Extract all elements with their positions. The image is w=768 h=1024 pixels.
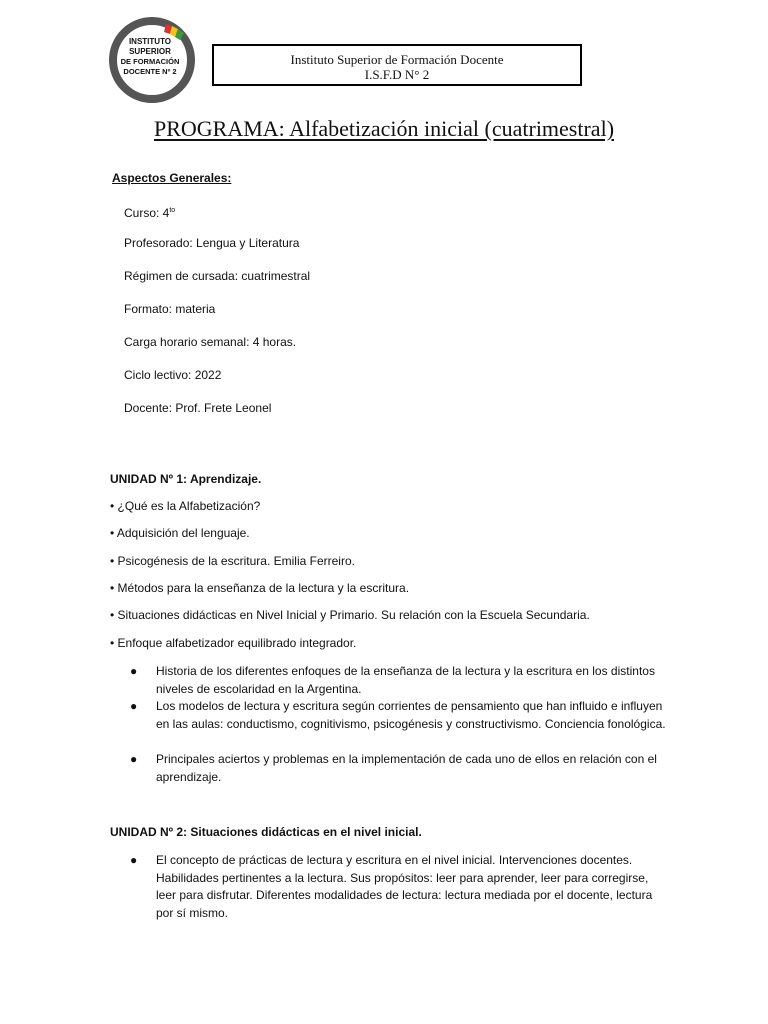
unit1-item: • ¿Qué es la Alfabetización? bbox=[110, 499, 261, 513]
carga-line: Carga horario semanal: 4 horas. bbox=[124, 335, 297, 349]
profesorado-line: Profesorado: Lengua y Literatura bbox=[124, 236, 300, 250]
curso-line bbox=[124, 202, 175, 222]
unit2-heading: UNIDAD Nº 2: Situaciones didácticas en el nivel inicial. bbox=[110, 825, 422, 839]
curso-sup: to bbox=[169, 207, 176, 214]
ciclo-line: Ciclo lectivo: 2022 bbox=[124, 368, 222, 382]
formato-line: Formato: materia bbox=[124, 302, 216, 316]
docente-line: Docente: Prof. Frete Leonel bbox=[124, 401, 272, 415]
regimen-line: Régimen de cursada: cuatrimestral bbox=[124, 269, 311, 283]
unit1-item: • Psicogénesis de la escritura. Emilia Ferreiro. bbox=[110, 554, 355, 568]
unit1-item: • Adquisición del lenguaje. bbox=[110, 526, 250, 540]
page-title: PROGRAMA: Alfabetización inicial (cuatrimestral) bbox=[153, 116, 615, 141]
logo-line-1: INSTITUTO bbox=[128, 37, 172, 46]
unit1-heading: UNIDAD Nº 1: Aprendizaje. bbox=[110, 472, 262, 486]
unit1-bullet: Historia de los diferentes enfoques de la enseñanza de la lectura y la escritura en los distintos niveles de escolaridad en la Argentina. bbox=[156, 664, 655, 696]
institution-header-box bbox=[212, 44, 582, 86]
logo-line-3: DE FORMACIÓN bbox=[120, 57, 180, 66]
bullet-dot-icon: ● bbox=[130, 664, 138, 678]
unit1-item: • Métodos para la enseñanza de la lectura y la escritura. bbox=[110, 581, 410, 595]
institution-name: Instituto Superior de Formación Docente bbox=[290, 52, 504, 67]
institute-logo bbox=[106, 16, 198, 104]
unit1-bullet: Los modelos de lectura y escritura según corrientes de pensamiento que han influido e influyen en las aulas: conductismo, cognitivismo, psicogénesis y constructivismo. Conciencia fonológica. bbox=[156, 699, 666, 731]
bullet-dot-icon: ● bbox=[130, 699, 138, 713]
logo-line-4: DOCENTE Nº 2 bbox=[123, 67, 177, 76]
logo-line-2: SUPERIOR bbox=[129, 47, 171, 56]
institution-code: I.S.F.D N° 2 bbox=[364, 67, 430, 82]
bullet-dot-icon: ● bbox=[130, 752, 138, 766]
unit1-bullet: Principales aciertos y problemas en la implementación de cada uno de ellos en relación con el aprendizaje. bbox=[156, 752, 657, 784]
unit2-bullet: El concepto de prácticas de lectura y escritura en el nivel inicial. Intervenciones docentes. Habilidades pertinentes a la lectura. Sus propósitos: leer para aprender, leer para corregirse, leer para disfrutar. Diferentes modalidades de lectura: lectura mediada por el docente, lectura por sí mismo. bbox=[156, 853, 653, 920]
bullet-dot-icon: ● bbox=[130, 853, 138, 867]
general-heading: Aspectos Generales: bbox=[112, 171, 232, 185]
unit1-item: • Enfoque alfabetizador equilibrado integrador. bbox=[110, 636, 357, 650]
unit1-item: • Situaciones didácticas en Nivel Inicial y Primario. Su relación con la Escuela Secundaria. bbox=[110, 608, 590, 622]
curso-label: Curso: 4 bbox=[124, 206, 170, 220]
